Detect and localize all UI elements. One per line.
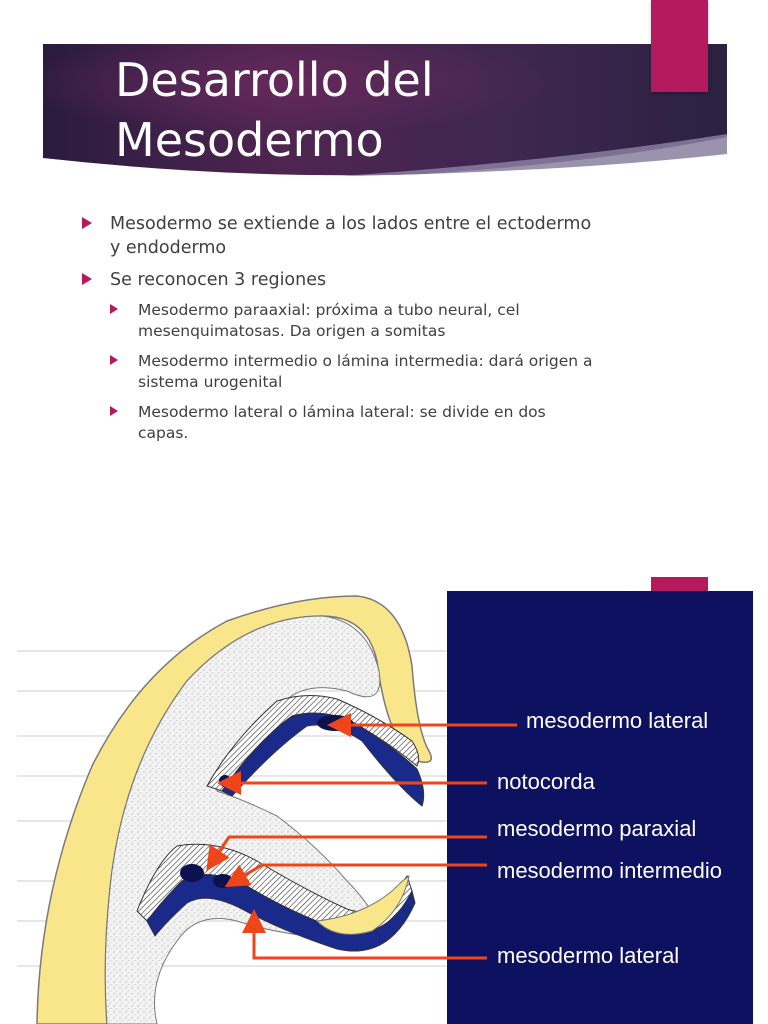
title-line-2: Mesodermo: [115, 113, 384, 167]
bullet-item: [80, 212, 600, 260]
title-line-1: Desarrollo del: [115, 53, 434, 107]
paraxial-mesoderm-shape: [180, 864, 204, 882]
label-mesodermo-paraxial: mesodermo paraxial: [497, 816, 697, 841]
label-mesodermo-lateral-upper: mesodermo lateral: [526, 708, 709, 733]
sub-bullet-text: Mesodermo paraaxial: próxima a tubo neural, cel mesenquimatosas. Da origen a somitas: [138, 301, 520, 340]
intermediate-mesoderm-shape: [213, 874, 233, 888]
label-mesodermo-intermedio: mesodermo intermedio: [497, 858, 722, 883]
bullet-arrow-icon: [110, 355, 118, 365]
bullet-item: [80, 268, 600, 292]
sub-bullet-item: [108, 402, 600, 444]
label-notocorda: notocorda: [497, 769, 595, 794]
sub-bullet-item: [108, 300, 600, 342]
bullet-arrow-icon: [110, 304, 118, 314]
sub-bullet-item: [108, 351, 600, 393]
lateral-mesoderm-upper: [317, 715, 353, 731]
bullet-arrow-icon: [82, 273, 92, 285]
sub-bullet-text: Mesodermo lateral o lámina lateral: se divide en dos capas.: [138, 403, 546, 442]
sub-bullet-text: Mesodermo intermedio o lámina intermedia: dará origen a sistema urogenital: [138, 352, 593, 391]
bullet-arrow-icon: [110, 406, 118, 416]
accent-bar-top: [651, 0, 708, 92]
bullet-text: Mesodermo se extiende a los lados entre el ectodermo y endodermo: [110, 214, 592, 258]
label-mesodermo-lateral-lower: mesodermo lateral: [497, 943, 680, 968]
slide-title: [115, 50, 434, 170]
bullet-arrow-icon: [82, 217, 92, 229]
embryo-diagram: [17, 591, 753, 1024]
notochord-shape: [219, 775, 231, 787]
bullet-text: Se reconocen 3 regiones: [110, 270, 327, 290]
bullet-list: [80, 212, 600, 453]
